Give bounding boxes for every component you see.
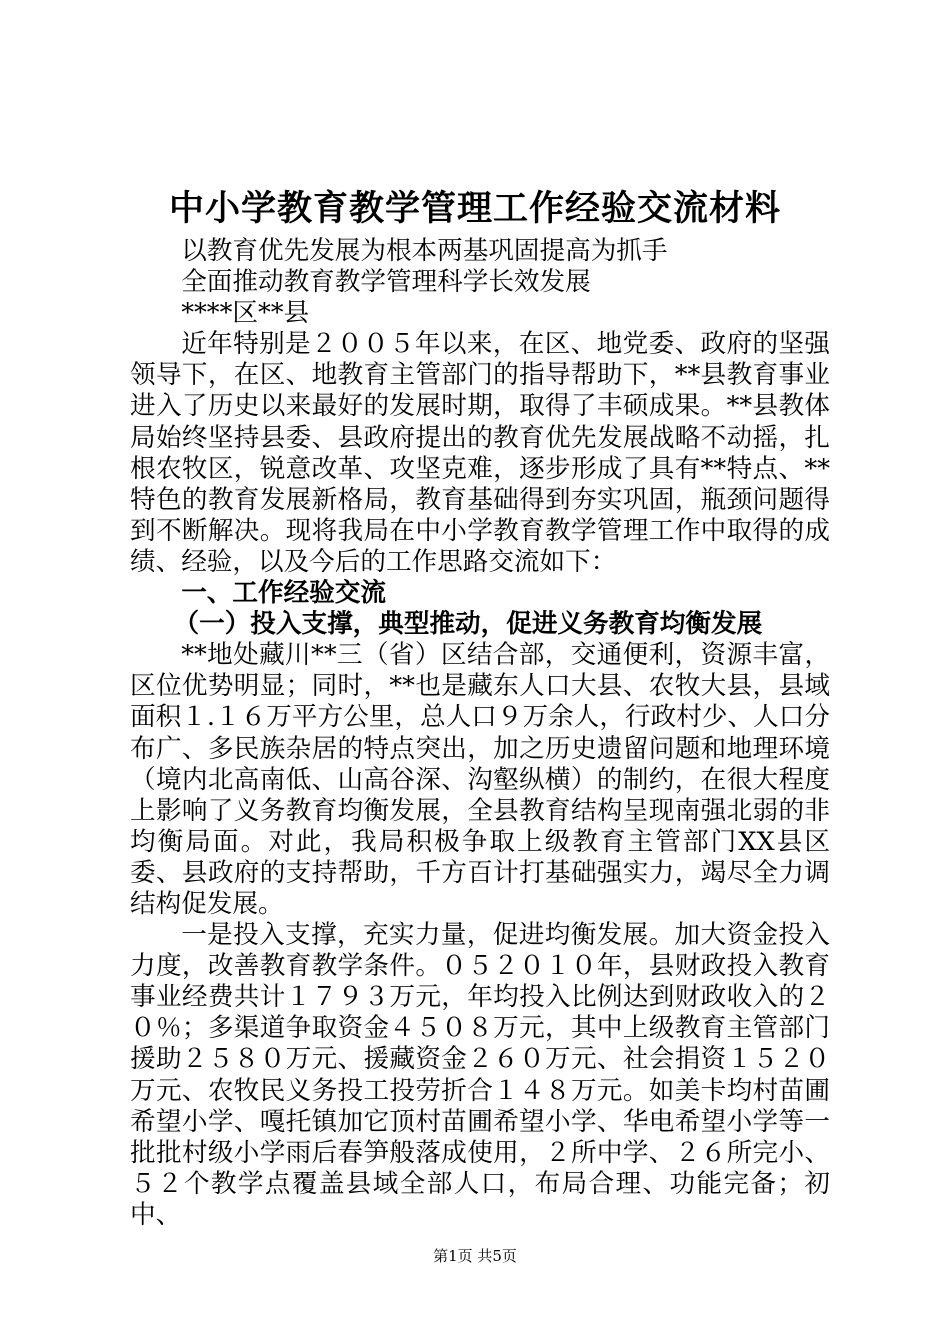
page-number: 第1页 共5页	[433, 1247, 517, 1265]
paragraph-background: **地处藏川**三（省）区结合部，交通便利，资源丰富，区位优势明显；同时，**也是藏东人口大县、农牧大县，县域面积１.１６万平方公里，总人口９万余人，行政村少、人口分布广、多民族杂居的特点突出，加之历史遗留问题和地理环境（境内北高南低、山高谷深、沟壑纵横）的制约，在很大程度上影响了义务教育均衡发展，全县教育结构呈现南强北弱的非均衡局面。对此，我局积极争取上级教育主管部门XX县区委、县政府的支持帮助，千方百计打基础强实力，竭尽全力调结构促发展。	[130, 640, 830, 919]
subtitle-line-1: 以教育优先发展为根本两基巩固提高为抓手	[181, 236, 668, 266]
document-title: 中小学教育教学管理工作经验交流材料	[168, 189, 781, 229]
subsection-heading: （一）投入支撑，典型推动，促进义务教育均衡发展	[173, 609, 763, 640]
paragraph-intro: 近年特别是２００５年以来，在区、地党委、政府的坚强领导下，在区、地教育主管部门的指导帮助下，**县教育事业进入了历史以来最好的发展时期，取得了丰硕成果。**县教体局始终坚持县委、县政府提出的教育优先发展战略不动摇，扎根农牧区，锐意改革、攻坚克难，逐步形成了具有**特点、**特色的教育发展新格局，教育基础得到夯实巩固，瓶颈问题得到不断解决。现将我局在中小学教育教学管理工作中取得的成绩、经验，以及今后的工作思路交流如下：	[130, 329, 830, 577]
section-heading: 一、工作经验交流	[181, 578, 386, 609]
author-line: ****区**县	[181, 298, 310, 329]
paragraph-investment: 一是投入支撑，充实力量，促进均衡发展。加大资金投入力度，改善教育教学条件。０５２０１０年，县财政投入教育事业经费共计１７９３万元，年均投入比例达到财政收入的２０％；多渠道争取资金４５０８万元，其中上级教育主管部门援助２５８０万元、援藏资金２６０万元、社会捐资１５２０万元、农牧民义务投工投劳折合１４８万元。如美卡均村苗圃希望小学、嘎托镇加它顶村苗圃希望小学、华电希望小学等一批批村级小学雨后春笋般落成使用，２所中学、２６所完小、５２个教学点覆盖县域全部人口，布局合理、功能完备；初中、	[130, 920, 830, 1230]
document-body	[130, 236, 830, 1231]
subtitle-line-2: 全面推动教育教学管理科学长效发展	[181, 267, 591, 298]
